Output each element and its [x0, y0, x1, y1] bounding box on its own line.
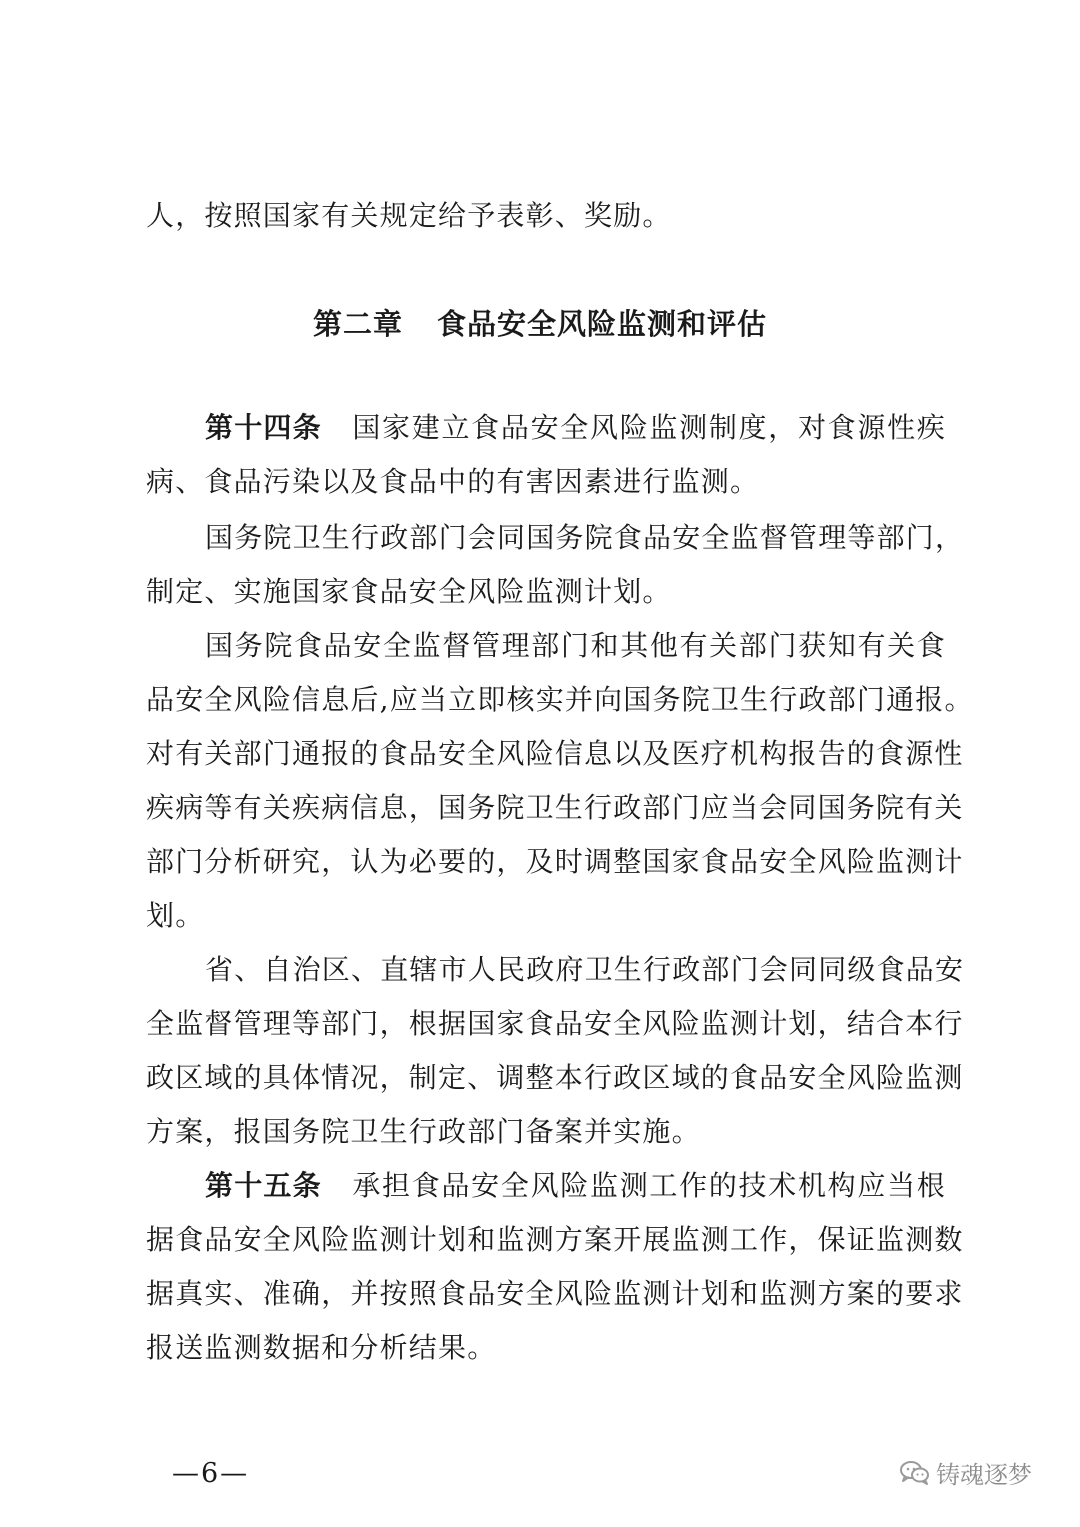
- article-14-p2-line-2: 制定、实施国家食品安全风险监测计划。: [146, 575, 672, 608]
- article-14-p4-line-3: 政区域的具体情况，制定、调整本行政区域的食品安全风险监测: [146, 1061, 964, 1094]
- article-14-label: 第十四条: [205, 411, 322, 444]
- article-14-text-1: 国家建立食品安全风险监测制度，对食源性疾: [351, 411, 946, 444]
- article-14-p4-line-1: 省、自治区、直辖市人民政府卫生行政部门会同同级食品安: [205, 953, 965, 986]
- article-14-p3-line-3: 对有关部门通报的食品安全风险信息以及医疗机构报告的食源性: [146, 737, 964, 770]
- article-15-label: 第十五条: [205, 1169, 322, 1202]
- article-15-line-1: [205, 1166, 946, 1206]
- article-14-p3-line-6: 划。: [146, 899, 205, 932]
- article-14-line-1: [205, 408, 946, 448]
- page-number: —6—: [172, 1458, 250, 1489]
- article-14-p2-line-1: 国务院卫生行政部门会同国务院食品安全监督管理等部门，: [205, 521, 965, 554]
- watermark-text: 铸魂逐梦: [936, 1461, 1032, 1489]
- continuation-line: 人，按照国家有关规定给予表彰、奖励。: [146, 199, 672, 232]
- article-15-line-2: 据食品安全风险监测计划和监测方案开展监测工作，保证监测数: [146, 1223, 964, 1256]
- article-14-p4-line-4: 方案，报国务院卫生行政部门备案并实施。: [146, 1115, 701, 1148]
- article-14-p3-line-4: 疾病等有关疾病信息，国务院卫生行政部门应当会同国务院有关: [146, 791, 964, 824]
- chapter-title: 食品安全风险监测和评估: [437, 307, 768, 341]
- chapter-number: 第二章: [312, 307, 403, 341]
- article-15-line-3: 据真实、准确，并按照食品安全风险监测计划和监测方案的要求: [146, 1277, 964, 1310]
- watermark: [900, 1455, 1032, 1490]
- article-14-line-2: 病、食品污染以及食品中的有害因素进行监测。: [146, 465, 760, 498]
- article-14-p3-line-5: 部门分析研究，认为必要的，及时调整国家食品安全风险监测计: [146, 845, 964, 878]
- article-15-text-1: 承担食品安全风险监测工作的技术机构应当根: [351, 1169, 946, 1202]
- article-15-line-4: 报送监测数据和分析结果。: [146, 1331, 497, 1364]
- article-14-p3-line-1: 国务院食品安全监督管理部门和其他有关部门获知有关食: [205, 629, 946, 662]
- article-14-p4-line-2: 全监督管理等部门，根据国家食品安全风险监测计划，结合本行: [146, 1007, 964, 1040]
- article-14-p3-line-2: 品安全风险信息后,应当立即核实并向国务院卫生行政部门通报。: [146, 683, 974, 716]
- chapter-heading: [0, 304, 1080, 344]
- wechat-icon: [900, 1460, 930, 1486]
